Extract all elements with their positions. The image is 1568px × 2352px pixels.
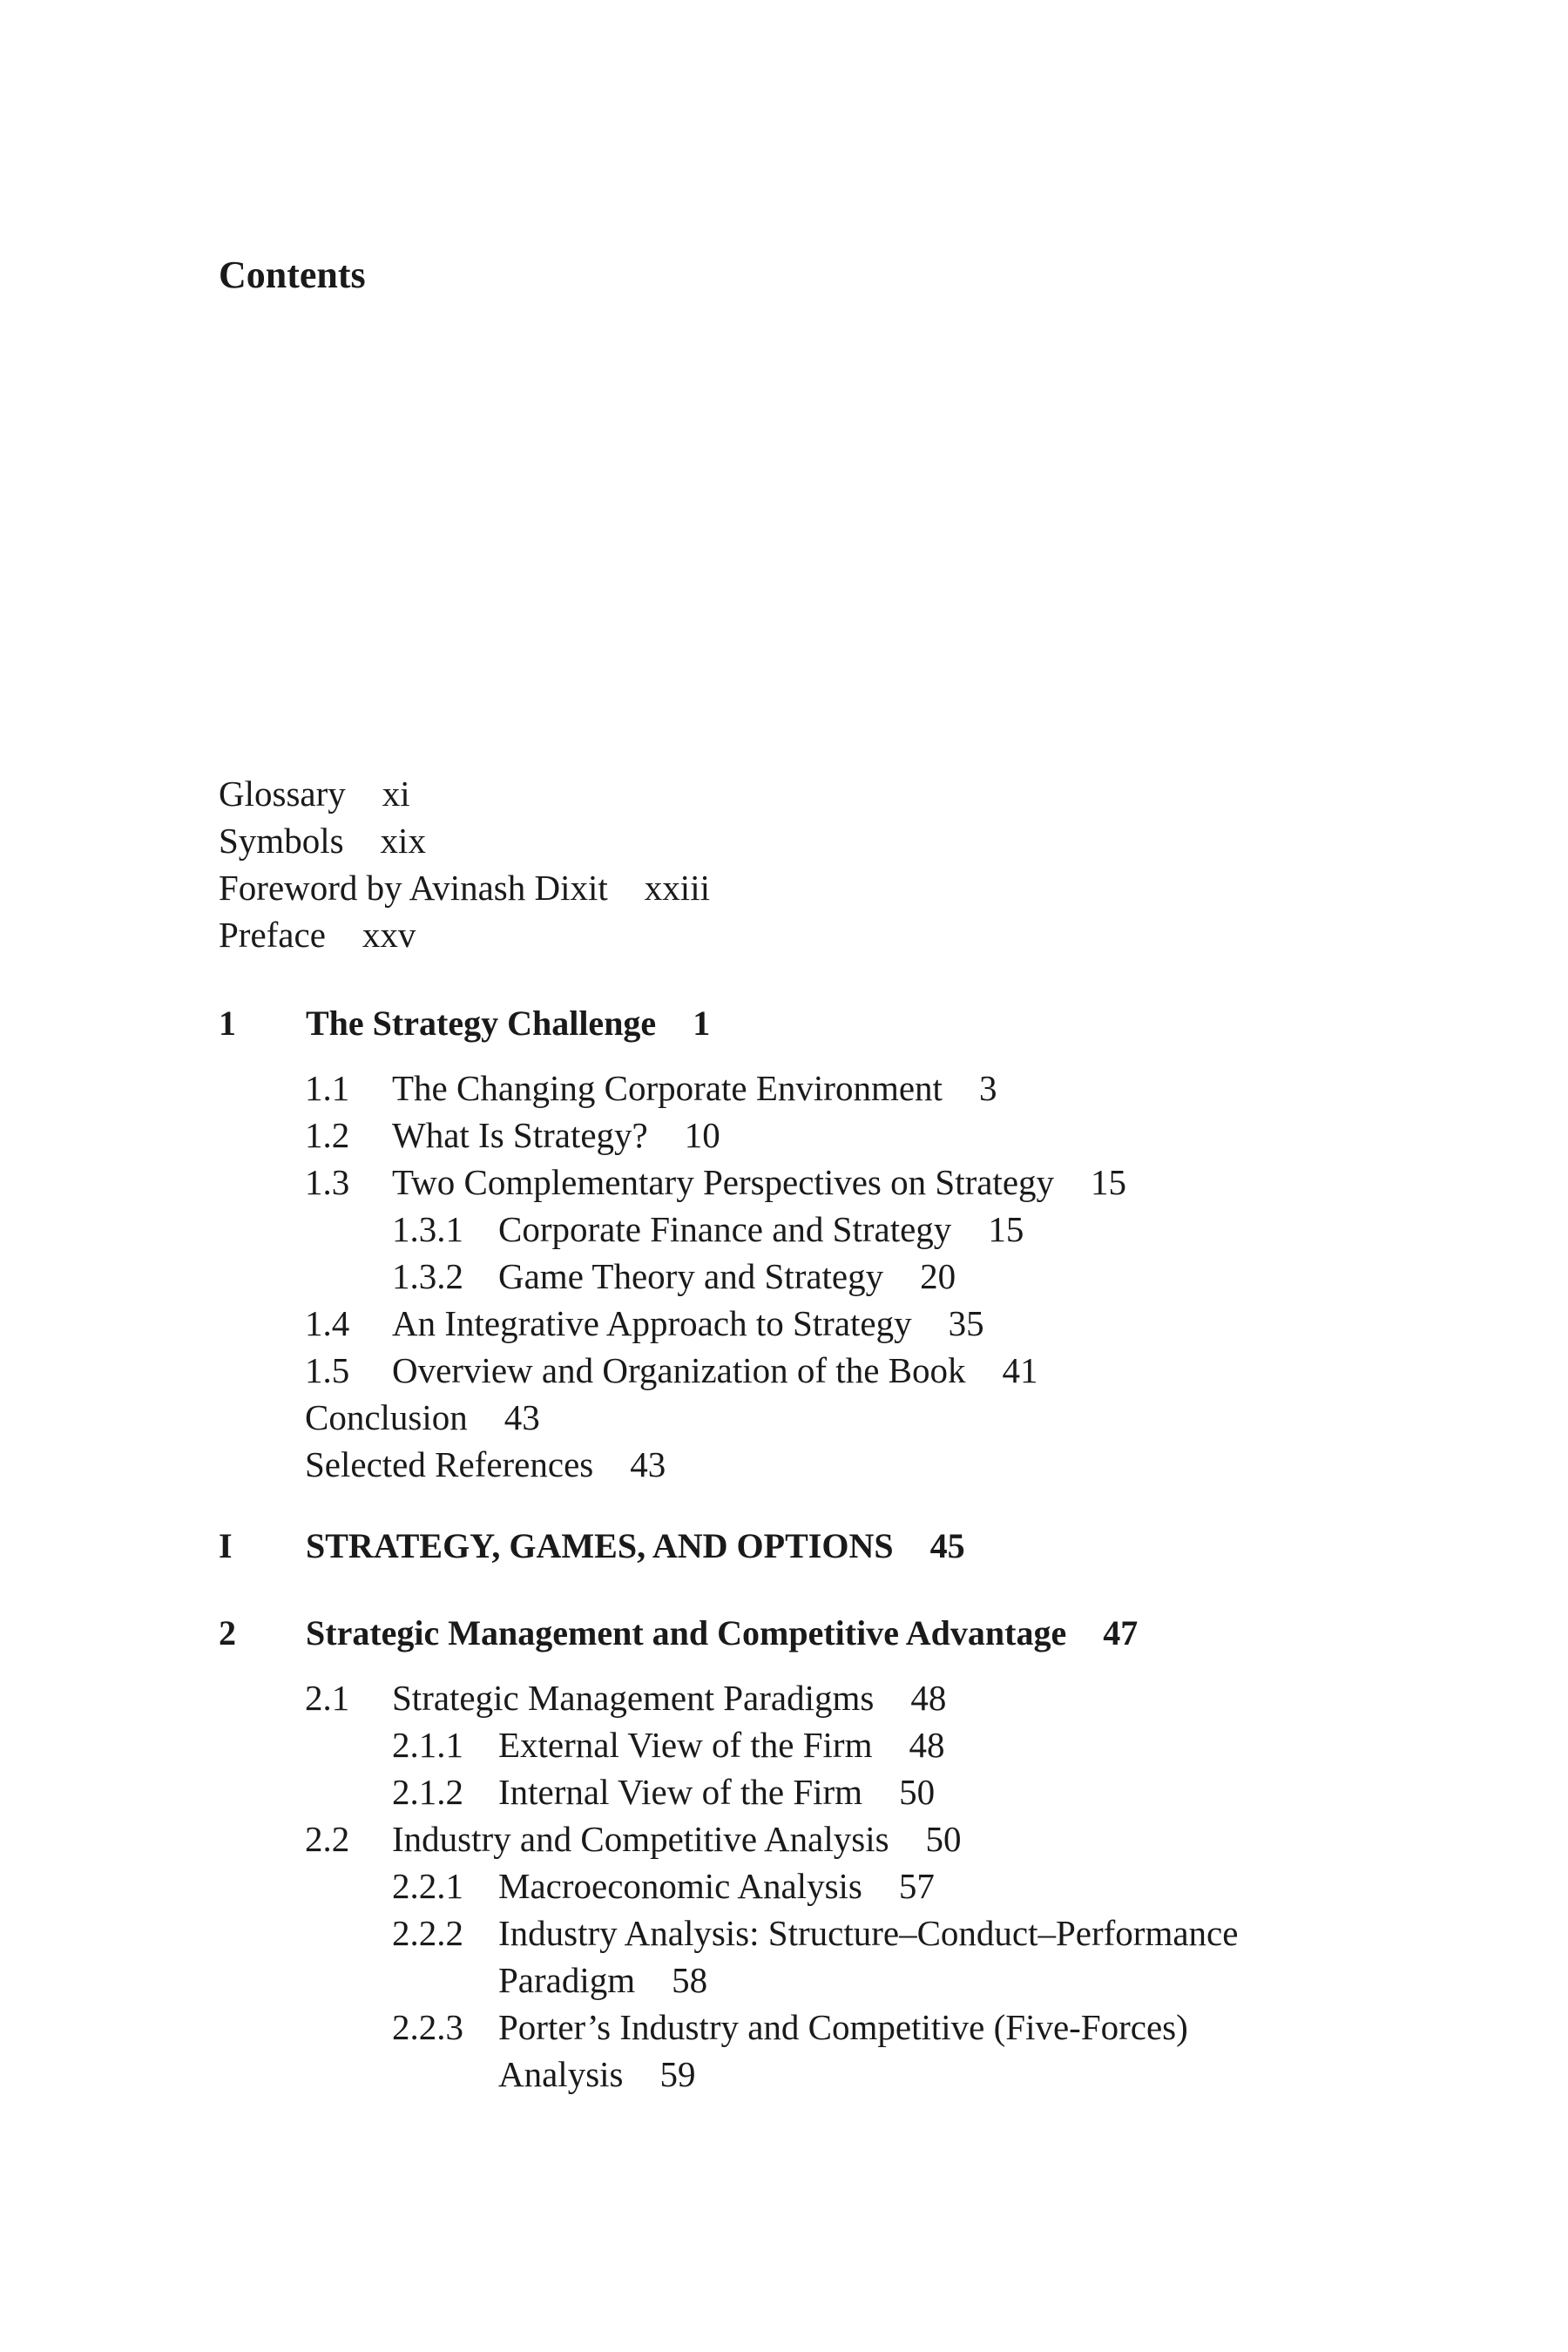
entry-title: External View of the Firm xyxy=(498,1725,873,1765)
entry-number: I xyxy=(219,1526,233,1565)
entry-title: Two Complementary Perspectives on Strategy xyxy=(392,1162,1055,1202)
entry-number: 1.3.2 xyxy=(392,1256,463,1296)
entry-page: xxv xyxy=(362,915,416,955)
entry-title: Glossary xyxy=(219,774,346,814)
entry-page: xxiii xyxy=(644,868,710,908)
entry-number: 2.2.1 xyxy=(392,1866,463,1906)
entry-title: Corporate Finance and Strategy xyxy=(498,1209,952,1249)
entry-title-line1: Porter’s Industry and Competitive (Five-Forces) xyxy=(498,2007,1188,2047)
entry-number: 1 xyxy=(219,1004,236,1043)
entry-title: Internal View of the Firm xyxy=(498,1772,863,1812)
toc-entry-preface xyxy=(219,911,710,958)
entry-page: 45 xyxy=(929,1526,965,1565)
entry-page: 1 xyxy=(693,1004,711,1043)
entry-page: 50 xyxy=(925,1819,962,1859)
entry-page: xix xyxy=(380,821,426,861)
entry-number: 2.2 xyxy=(305,1819,350,1859)
entry-page: 35 xyxy=(948,1303,984,1343)
entry-page: 59 xyxy=(659,2054,696,2094)
entry-number: 1.5 xyxy=(305,1350,350,1390)
entry-number: 2 xyxy=(219,1613,236,1652)
entry-title: STRATEGY, GAMES, AND OPTIONS xyxy=(306,1526,894,1565)
entry-title: Conclusion xyxy=(305,1397,468,1437)
entry-number: 2.1.2 xyxy=(392,1772,463,1812)
entry-number: 2.2.3 xyxy=(392,2007,463,2047)
entry-page: 50 xyxy=(899,1772,936,1812)
entry-number: 1.4 xyxy=(305,1303,350,1343)
entry-number: 1.3.1 xyxy=(392,1209,463,1249)
entry-page: xi xyxy=(382,774,410,814)
entry-title: The Changing Corporate Environment xyxy=(392,1068,943,1108)
entry-title-line2: Paradigm xyxy=(498,1960,636,2000)
entry-number: 2.1 xyxy=(305,1678,350,1718)
entry-page: 58 xyxy=(672,1960,708,2000)
entry-number: 1.1 xyxy=(305,1068,350,1108)
entry-page: 3 xyxy=(978,1068,997,1108)
entry-page: 48 xyxy=(910,1678,947,1718)
entry-page: 10 xyxy=(684,1115,720,1155)
entry-page: 48 xyxy=(909,1725,945,1765)
entry-number: 1.3 xyxy=(305,1162,350,1202)
entry-title: Foreword by Avinash Dixit xyxy=(219,868,608,908)
entry-title: What Is Strategy? xyxy=(392,1115,648,1155)
page-title: Contents xyxy=(219,253,366,296)
entry-number: 2.2.2 xyxy=(392,1913,463,1953)
toc-entry-foreword xyxy=(219,864,710,911)
entry-title-line2: Analysis xyxy=(498,2054,624,2094)
entry-title: Macroeconomic Analysis xyxy=(498,1866,862,1906)
entry-title: Industry and Competitive Analysis xyxy=(392,1819,889,1859)
entry-title: Preface xyxy=(219,915,326,955)
entry-title: Game Theory and Strategy xyxy=(498,1256,884,1296)
entry-title: Strategic Management Paradigms xyxy=(392,1678,875,1718)
toc-entry-symbols xyxy=(219,817,710,864)
entry-page: 43 xyxy=(504,1397,540,1437)
entry-title: Symbols xyxy=(219,821,344,861)
entry-number: 2.1.1 xyxy=(392,1725,463,1765)
front-matter-list xyxy=(219,770,710,958)
entry-title-line1: Industry Analysis: Structure–Conduct–Performance xyxy=(498,1913,1239,1953)
entry-page: 15 xyxy=(988,1209,1024,1249)
entry-page: 43 xyxy=(630,1444,666,1484)
entry-number: 1.2 xyxy=(305,1115,350,1155)
entry-page: 47 xyxy=(1103,1613,1139,1652)
entry-page: 15 xyxy=(1091,1162,1127,1202)
entry-page: 41 xyxy=(1002,1350,1038,1390)
entry-title: An Integrative Approach to Strategy xyxy=(392,1303,912,1343)
toc-entry-glossary xyxy=(219,770,710,817)
entry-page: 57 xyxy=(898,1866,935,1906)
entry-title: The Strategy Challenge xyxy=(306,1004,657,1043)
entry-page: 20 xyxy=(920,1256,956,1296)
entry-title: Strategic Management and Competitive Advantage xyxy=(306,1613,1067,1652)
entry-title: Selected References xyxy=(305,1444,594,1484)
entry-title: Overview and Organization of the Book xyxy=(392,1350,966,1390)
